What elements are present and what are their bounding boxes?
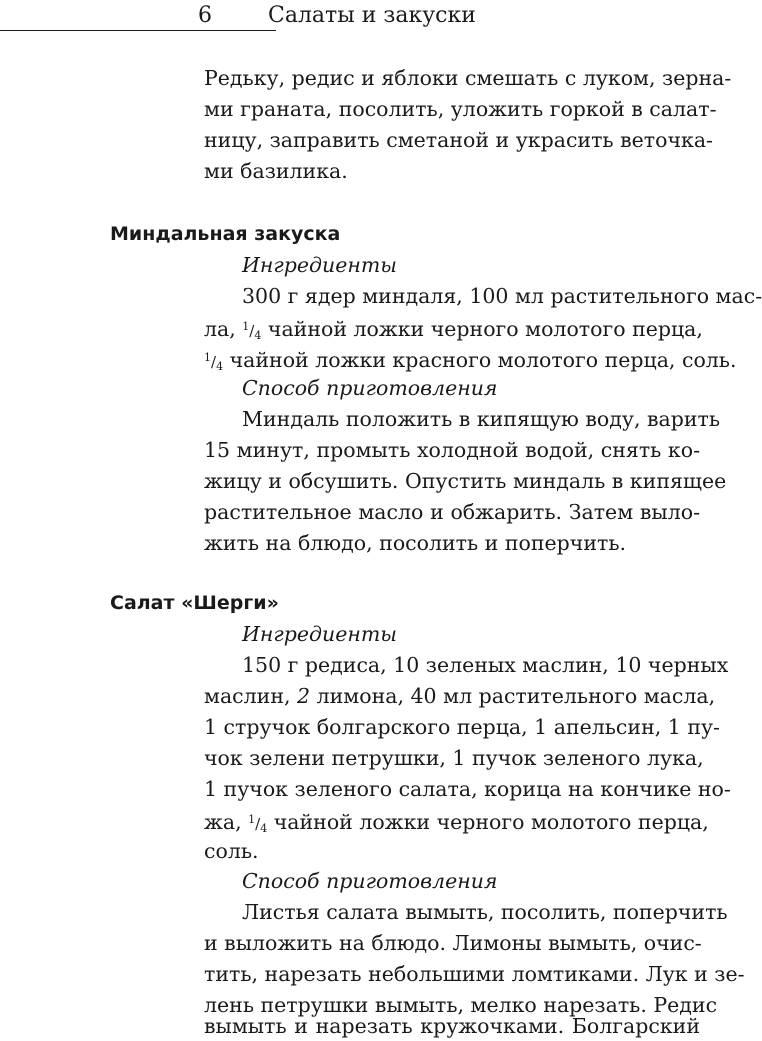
fraction-quarter	[242, 322, 261, 340]
ingredients-line: 300 г ядер миндаля, 100 мл растительного мас-	[242, 284, 762, 308]
text-fragment: маслин,	[204, 684, 291, 708]
text-fragment: чайной ложки красного молотого перца, соль.	[229, 348, 737, 372]
text-fragment: чайной ложки черного молотого перца,	[273, 810, 709, 834]
method-line: жить на блюдо, посолить и поперчить.	[204, 531, 627, 555]
fraction-quarter	[204, 353, 223, 371]
method-line: жицу и обсушить. Опустить миндаль в кипящее	[204, 469, 727, 493]
text-line: Редьку, редис и яблоки смешать с луком, зерна-	[204, 66, 732, 90]
ingredients-label: Ингредиенты	[242, 253, 397, 277]
page-number: 6	[198, 3, 212, 28]
text-line: ми граната, посолить, уложить горкой в салат-	[204, 97, 717, 121]
text-fragment: ла,	[204, 317, 236, 341]
fraction-slash: /	[255, 815, 261, 833]
fraction-denominator: 4	[216, 360, 224, 373]
ingredients-label: Ингредиенты	[242, 622, 397, 646]
method-line: тить, нарезать небольшими ломтиками. Лук и зе-	[204, 962, 745, 986]
method-line: растительное масло и обжарить. Затем выло-	[204, 500, 700, 524]
text-fragment: лимона, 40 мл растительного масла,	[316, 684, 716, 708]
method-line: 15 минут, промыть холодной водой, снять ко-	[204, 438, 700, 462]
running-header	[0, 0, 704, 40]
header-rule	[0, 30, 276, 31]
recipe-title: Миндальная закуска	[110, 223, 341, 245]
ingredients-line: 1 стручок болгарского перца, 1 апельсин, 1 пу-	[204, 715, 720, 739]
text-line: ницу, заправить сметаной и украсить веточка-	[204, 128, 713, 152]
fraction-slash: /	[249, 322, 255, 340]
ingredients-line: 150 г редиса, 10 зеленых маслин, 10 черных	[242, 653, 729, 677]
fraction-numerator: 1	[242, 320, 250, 333]
running-title: Салаты и закуски	[268, 3, 476, 28]
method-label: Способ приготовления	[242, 869, 498, 893]
method-line: и выложить на блюдо. Лимоны вымыть, очис-	[204, 931, 702, 955]
fraction-slash: /	[211, 353, 217, 371]
fraction-denominator: 4	[254, 329, 262, 342]
text-line: ми базилика.	[204, 159, 348, 183]
italic-number: 2	[297, 684, 311, 708]
method-label: Способ приготовления	[242, 376, 498, 400]
text-fragment: чайной ложки черного молотого перца,	[267, 317, 703, 341]
method-line: Миндаль положить в кипящую воду, варить	[242, 407, 721, 431]
ingredients-line: 1 пучок зеленого салата, корица на кончике но-	[204, 777, 731, 801]
method-line: Листья салата вымыть, посолить, поперчить	[242, 900, 728, 924]
ingredients-line: чок зелени петрушки, 1 пучок зеленого лука,	[204, 746, 704, 770]
ingredients-line: соль.	[204, 839, 259, 863]
recipe-title: Салат «Шерги»	[110, 592, 279, 614]
fraction-denominator: 4	[260, 822, 268, 835]
fraction-numerator: 1	[248, 813, 256, 826]
text-fragment: жа,	[204, 810, 242, 834]
fraction-numerator: 1	[204, 351, 211, 364]
method-line: вымыть и нарезать кружочками. Болгарский	[204, 1014, 700, 1038]
ingredients-line	[204, 681, 716, 711]
method-line: лень петрушки вымыть, мелко нарезать. Редис	[204, 993, 718, 1017]
fraction-quarter	[248, 815, 267, 833]
